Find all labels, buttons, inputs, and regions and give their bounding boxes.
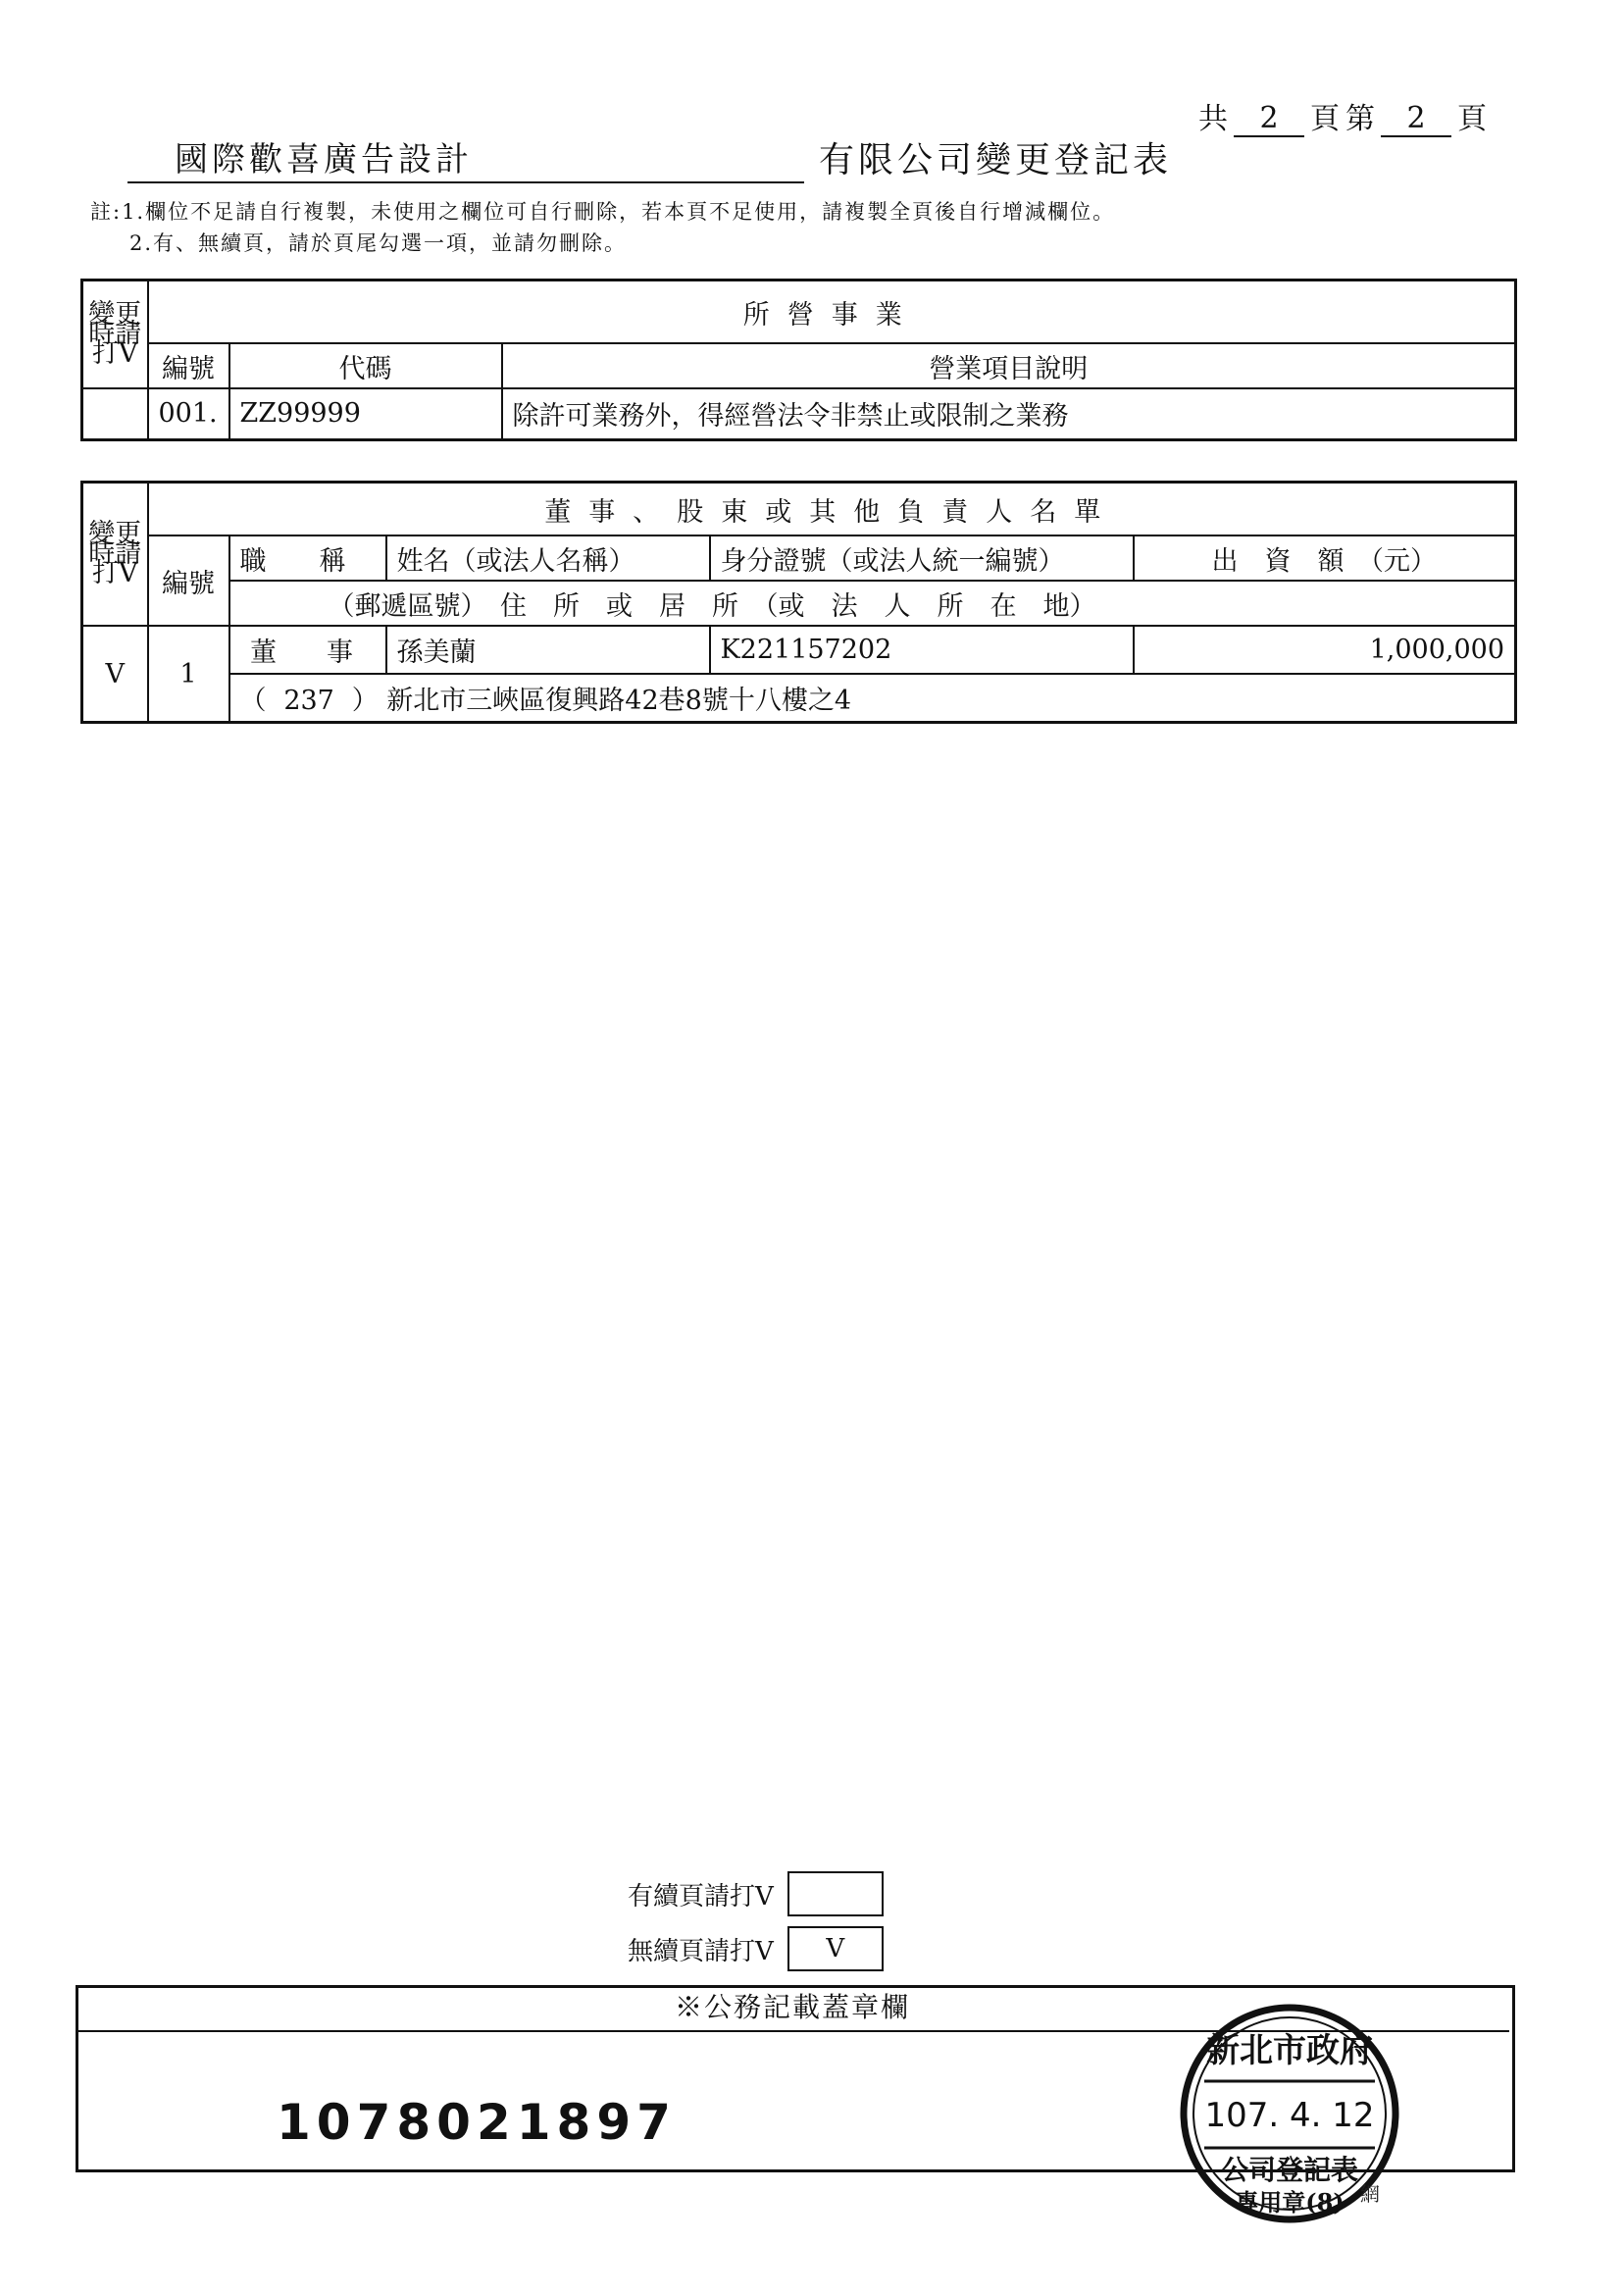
has-next-page-checkbox[interactable]: [787, 1871, 884, 1916]
directors-col-no: 編號: [148, 535, 229, 626]
no-next-page-label: 無續頁請打V: [628, 1936, 774, 1966]
director-row-zip-open: （: [239, 685, 267, 716]
business-row-no: 001.: [148, 388, 229, 439]
business-col-code: 代碼: [229, 343, 502, 388]
page-number: [1198, 94, 1487, 137]
directors-mark-header: 變更時請打V: [82, 483, 148, 627]
business-col-no: 編號: [148, 343, 229, 388]
director-row-name: 孫美蘭: [386, 626, 710, 674]
business-table: [80, 279, 1517, 441]
directors-col-address: （郵遞區號） 住 所 或 居 所 （或 法 人 所 在 地）: [229, 581, 1516, 626]
director-row-address-cell: [229, 674, 1516, 723]
company-name: 國際歡喜廣告設計: [175, 140, 473, 179]
no-next-page-row: [628, 1926, 884, 1971]
stray-text: 網: [1360, 2182, 1380, 2206]
seal-bottom2-text: 專用章(8): [1235, 2188, 1345, 2217]
directors-col-id: 身分證號（或法人統一編號）: [710, 535, 1134, 581]
directors-table: [80, 481, 1517, 724]
director-row-id: K221157202: [710, 626, 1134, 674]
no-next-page-checkbox[interactable]: V: [787, 1926, 884, 1971]
page-label: 頁: [1310, 102, 1340, 136]
directors-col-capital: 出 資 額 （元）: [1134, 535, 1516, 581]
note-2: 2.有、無續頁，請於頁尾勾選一項，並請勿刪除。: [129, 231, 628, 255]
form-title: 有限公司變更登記表: [819, 140, 1173, 180]
director-row-address: 新北市三峽區復興路42巷8號十八樓之4: [386, 685, 851, 716]
director-row-capital: 1,000,000: [1134, 626, 1516, 674]
business-row-code: ZZ99999: [229, 388, 502, 439]
note-1: 註:1.欄位不足請自行複製，未使用之欄位可自行刪除，若本頁不足使用，請複製全頁後自行增減欄位。: [90, 200, 1116, 224]
page-current-suffix: 頁: [1457, 102, 1487, 136]
seal-date-text: 107. 4. 12: [1204, 2096, 1375, 2135]
page-current-prefix: 第: [1345, 102, 1375, 136]
page-current: 2: [1381, 101, 1451, 137]
title-underline: [127, 181, 804, 183]
page-total-prefix: 共: [1198, 102, 1228, 136]
seal-bottom-text: 公司登記表: [1220, 2154, 1359, 2186]
seal-top-text: 新北市政府: [1206, 2031, 1373, 2070]
business-mark-header: 變更時請打V: [82, 280, 148, 389]
business-title: 所營事業: [148, 280, 1516, 344]
director-row-no: 1: [148, 626, 229, 723]
director-row-zip: 237: [283, 685, 334, 716]
directors-col-name: 姓名（或法人名稱）: [386, 535, 710, 581]
official-stamp-header: ※公務記載蓋章欄: [76, 1985, 1509, 2032]
director-row-mark: V: [82, 626, 148, 723]
business-col-desc: 營業項目說明: [502, 343, 1516, 388]
director-row-title: 董 事: [229, 626, 386, 674]
page-total: 2: [1234, 101, 1304, 137]
director-row-zip-close: ）: [351, 685, 379, 716]
has-next-page-label: 有續頁請打V: [628, 1881, 774, 1912]
registration-number: 1078021897: [277, 2094, 677, 2151]
directors-col-title: 職 稱: [229, 535, 386, 581]
business-row-mark: [82, 388, 148, 439]
has-next-page-row: [628, 1871, 884, 1916]
business-row-desc: 除許可業務外，得經營法令非禁止或限制之業務: [502, 388, 1516, 439]
directors-title: 董事、股東或其他負責人名單: [148, 483, 1516, 536]
